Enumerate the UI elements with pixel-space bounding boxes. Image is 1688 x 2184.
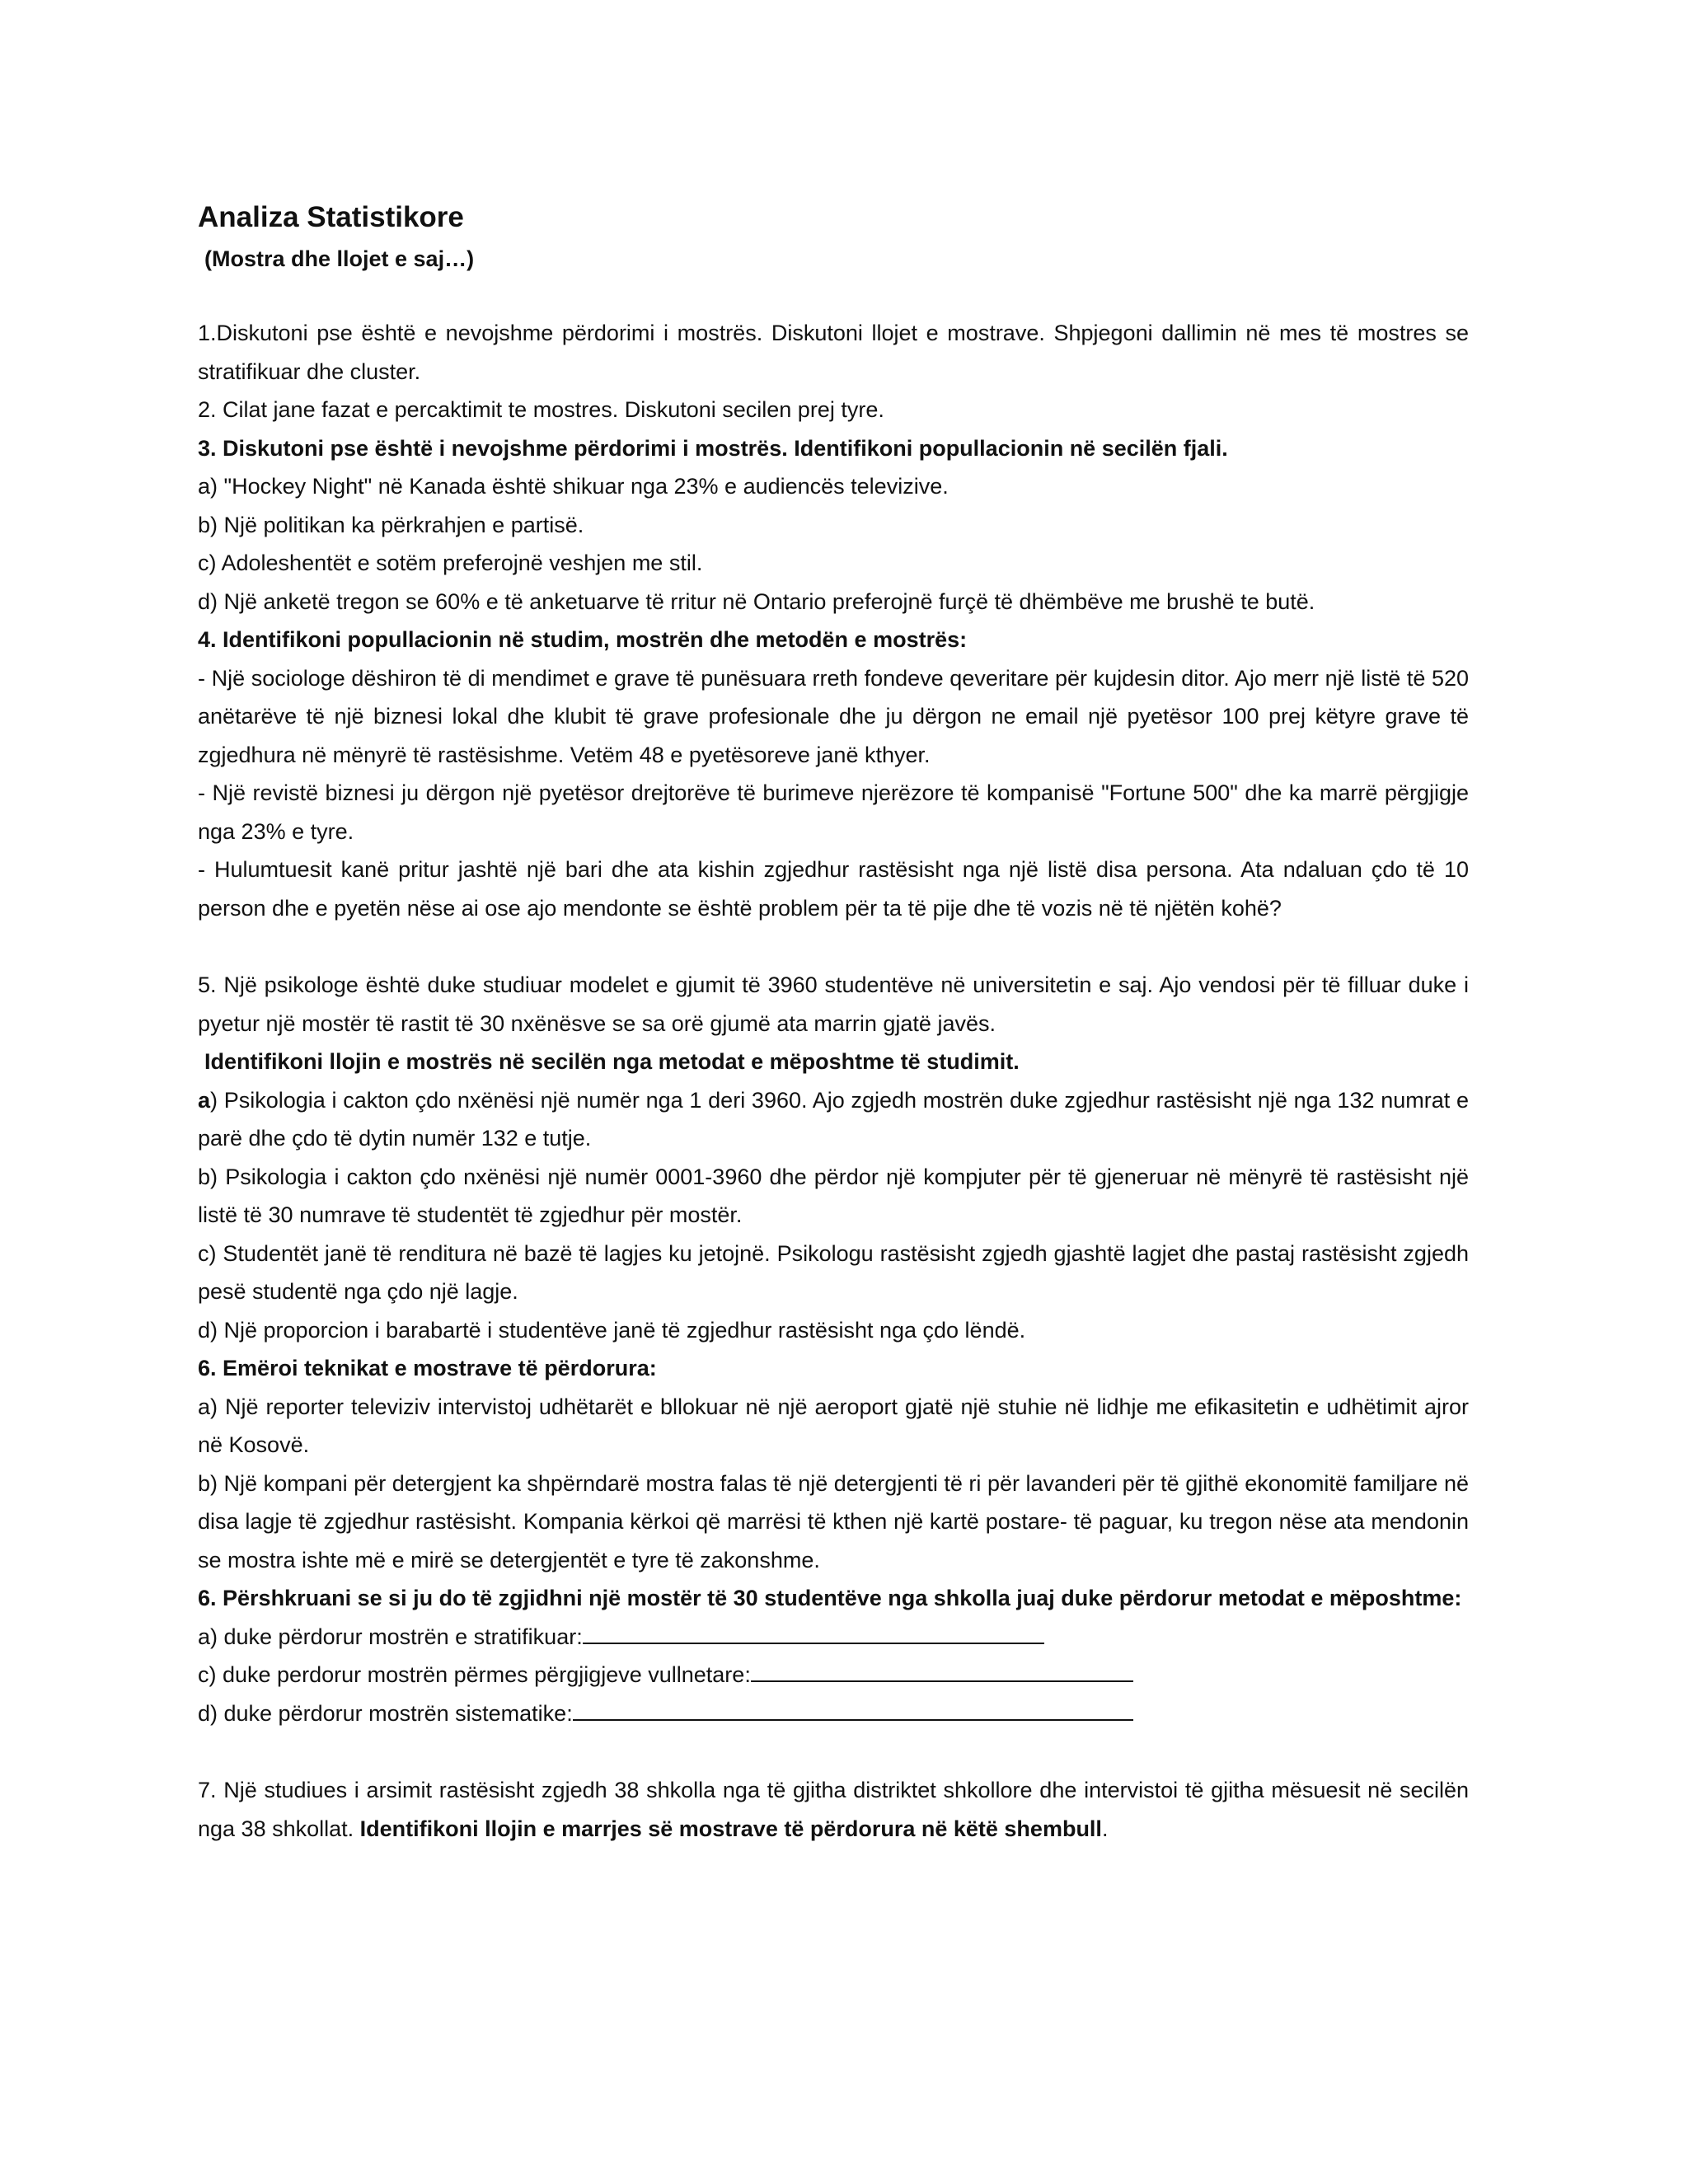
question-6b-d <box>198 1694 1469 1733</box>
question-5-d: d) Një proporcion i barabartë i studentëve janë të zgjedhur rastësisht nga çdo lëndë. <box>198 1317 1026 1343</box>
answer-blank-voluntary[interactable] <box>751 1661 1133 1682</box>
question-6b-d-label: d) duke përdorur mostrën sistematike: <box>198 1700 573 1726</box>
question-3-c: c) Adoleshentët e sotëm preferojnë veshjen me stil. <box>198 551 703 575</box>
document-title: Analiza Statistikore <box>198 201 464 233</box>
questions-section-3 <box>198 1771 1469 1848</box>
questions-section-2 <box>198 966 1469 1732</box>
question-6b-c-label: c) duke perdorur mostrën përmes përgjigjeve vullnetare: <box>198 1662 751 1687</box>
question-6-a: a) Një reporter televiziv intervistoj udhëtarët e bllokuar në një aeroport gjatë një stuhie në lidhje me efikasitetin e udhëtimit ajror në Kosovë. <box>198 1394 1469 1457</box>
answer-blank-stratified[interactable] <box>583 1623 1044 1644</box>
question-6b-c <box>198 1656 1469 1694</box>
question-3-heading: 3. Diskutoni pse është i nevojshme përdorimi i mostrës. Identifikoni popullacionin në secilën fjali. <box>198 435 1228 461</box>
question-6b-a <box>198 1618 1469 1657</box>
question-7 <box>198 1771 1469 1848</box>
question-3-d: d) Një anketë tregon se 60% e të anketuarve të rritur në Ontario preferojnë furçë të dhëmbëve me brushë te butë. <box>198 588 1315 614</box>
question-3-a: a) "Hockey Night" në Kanada është shikuar nga 23% e audiencës televizive. <box>198 474 949 499</box>
question-6b-heading: 6. Përshkruani se si ju do të zgjidhni një mostër të 30 studentëve nga shkolla juaj duke përdorur metodat e mëposhtme: <box>198 1586 1462 1610</box>
question-7-end: . <box>1101 1816 1109 1841</box>
question-4-heading: 4. Identifikoni popullacionin në studim, mostrën dhe metodën e mostrës: <box>198 627 968 652</box>
answer-blank-systematic[interactable] <box>573 1699 1133 1721</box>
question-6b-a-label: a) duke përdorur mostrën e stratifikuar: <box>198 1624 583 1649</box>
question-4-item-1: - Një sociologe dëshiron të di mendimet e grave të punësuara rreth fondeve qeveritare për kujdesin ditor. Ajo merr një listë të 520 anëtarëve të një biznesi lokal dhe klubit të grave profesionale dhe ju dërgon ne email një pyetësor 100 prej këtyre grave të zgjedhura në mënyrë të rastësishme. Vetëm 48 e pyetësoreve janë kthyer. <box>198 665 1469 767</box>
question-1: 1.Diskutoni pse është e nevojshme përdorimi i mostrës. Diskutoni llojet e mostrave. Shpjegoni dallimin në mes të mostres se stratifikuar dhe cluster. <box>198 321 1469 384</box>
question-5-c: c) Studentët janë të renditura në bazë të lagjes ku jetojnë. Psikologu rastësisht zgjedh gjashtë lagjet dhe pastaj rastësisht zgjedh pesë studentë nga çdo një lagje. <box>198 1240 1469 1304</box>
question-5-a <box>198 1081 1469 1158</box>
question-2: 2. Cilat jane fazat e percaktimit te mostres. Diskutoni secilen prej tyre. <box>198 397 884 422</box>
question-6-b: b) Një kompani për detergjent ka shpërndarë mostra falas të një detergjenti të ri për lavanderi për të gjithë ekonomitë familjare në disa lagje të zgjedhur rastësisht. Kompania kërkoi që marrësi të kthen një kartë postare- të paguar, ku tregon nëse ata mendonin se mostra ishte më e mirë se detergjentët e tyre të zakonshme. <box>198 1470 1469 1572</box>
question-6-heading: 6. Emëroi teknikat e mostrave të përdorura: <box>198 1356 657 1380</box>
question-4-item-2: - Një revistë biznesi ju dërgon një pyetësor drejtorëve të burimeve njerëzore të kompanisë "Fortune 500" dhe ka marrë përgjigje nga 23% e tyre. <box>198 780 1469 844</box>
question-7-text: 7. Një studiues i arsimit rastësisht zgjedh 38 shkolla nga të gjitha distriktet shkollore dhe intervistoi të gjitha mësuesit në secilën nga 38 shkollat. <box>198 1778 1469 1841</box>
question-5-b: b) Psikologia i cakton çdo nxënësi një numër 0001-3960 dhe përdor një kompjuter për të gjeneruar në mënyrë të rastësisht një listë të 30 numrave të studentët të zgjedhur për mostër. <box>198 1164 1469 1227</box>
questions-section-1 <box>198 314 1469 927</box>
question-5-intro: 5. Një psikologe është duke studiuar modelet e gjumit të 3960 studentëve në universitetin e saj. Ajo vendosi për të filluar duke i pyetur një mostër të rastit të 30 nxënësve se sa orë gjumë ata marrin gjatë javës. <box>198 972 1469 1036</box>
question-5-a-text: ) Psikologia i cakton çdo nxënësi një numër nga 1 deri 3960. Ajo zgjedh mostrën duke zgjedhur rastësisht një nga 132 numrat e parë dhe çdo të dytin numër 132 e tutje. <box>198 1087 1469 1151</box>
question-3-b: b) Një politikan ka përkrahjen e partisë. <box>198 512 584 537</box>
document-subtitle: (Mostra dhe llojet e saj…) <box>204 246 475 271</box>
question-5-heading: Identifikoni llojin e mostrës në secilën nga metodat e mëposhtme të studimit. <box>204 1049 1020 1074</box>
document-page <box>198 196 1469 1848</box>
question-7-bold: Identifikoni llojin e marrjes së mostrave të përdorura në këtë shembull <box>359 1816 1102 1841</box>
question-5-a-label: a <box>198 1087 211 1113</box>
question-4-item-3: - Hulumtuesit kanë pritur jashtë një bari dhe ata kishin zgjedhur rastësisht nga një listë disa persona. Ata ndaluan çdo të 10 person dhe e pyetën nëse ai ose ajo mendonte se është problem për ta të pije dhe të vozis në të njëtën kohë? <box>198 857 1469 921</box>
